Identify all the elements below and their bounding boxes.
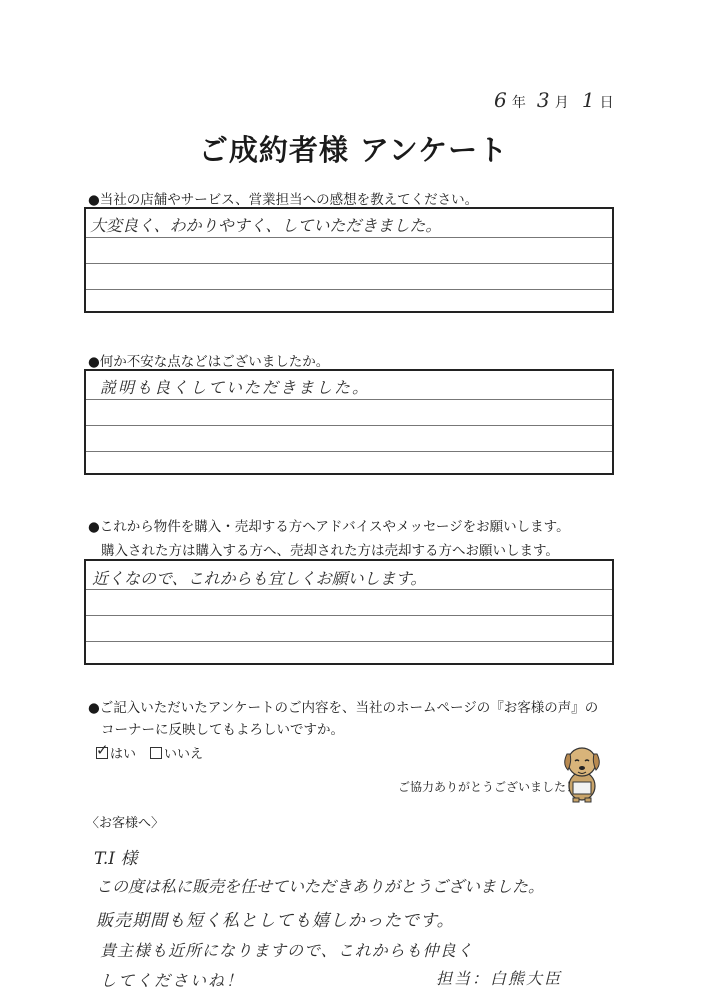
- consent-no[interactable]: [150, 743, 203, 762]
- question-3: ●これから物件を購入・売却する方へアドバイスやメッセージをお願いします。: [88, 519, 570, 535]
- date-year-label: 年: [511, 95, 526, 111]
- message-line-4: してくださいね！: [100, 971, 245, 990]
- message-line-3: 貴主様も近所になりますので、これからも仲良く: [100, 941, 474, 960]
- date-day-number: 1: [581, 88, 595, 112]
- consent-no-label: いいえ: [164, 747, 204, 762]
- question-4-note: コーナーに反映してもよろしいですか。: [101, 722, 344, 738]
- message-heading: 〈お客様へ〉: [86, 816, 165, 831]
- answer-box-2: [84, 369, 614, 475]
- question-3-note: 購入された方は購入する方へ、売却された方は売却する方へお願いします。: [101, 543, 559, 559]
- check-mark-icon: ✓: [96, 741, 109, 759]
- answer-box-1: [84, 207, 614, 313]
- message-salutation: T.I 様: [94, 849, 138, 869]
- page-title: ご成約者様 アンケート: [198, 133, 509, 167]
- answer-1-text: 大変良く、わかりやすく、していただきました。: [90, 216, 442, 235]
- staff-signature: 担当：白熊大臣: [436, 969, 563, 988]
- checkbox-yes[interactable]: [96, 741, 109, 759]
- message-line-1: この度は私に販売を任せていただきありがとうございました。: [96, 877, 545, 896]
- date: [494, 88, 614, 112]
- thanks-message: ご協力ありがとうございました！: [398, 780, 579, 794]
- date-day-label: 日: [599, 95, 614, 111]
- answer-2-text: 説明も良くしていただきました。: [100, 378, 371, 397]
- question-2: ●何か不安な点などはございましたか。: [88, 354, 330, 370]
- answer-box-3: [84, 559, 614, 665]
- question-4: ●ご記入いただいたアンケートのご内容を、当社のホームページの『お客様の声』の: [88, 700, 599, 716]
- date-year-number: 6: [494, 88, 507, 112]
- message-line-2: 販売期間も短く私としても嬉しかったです。: [96, 911, 455, 931]
- date-month-label: 月: [554, 95, 569, 111]
- answer-3-text: 近くなので、これからも宜しくお願いします。: [92, 569, 427, 588]
- consent-yes-label: はい: [110, 747, 137, 762]
- checkbox-no[interactable]: [150, 747, 162, 759]
- consent-yes[interactable]: [96, 743, 136, 762]
- date-month-number: 3: [536, 88, 550, 112]
- question-1: ●当社の店舗やサービス、営業担当への感想を教えてください。: [88, 192, 479, 208]
